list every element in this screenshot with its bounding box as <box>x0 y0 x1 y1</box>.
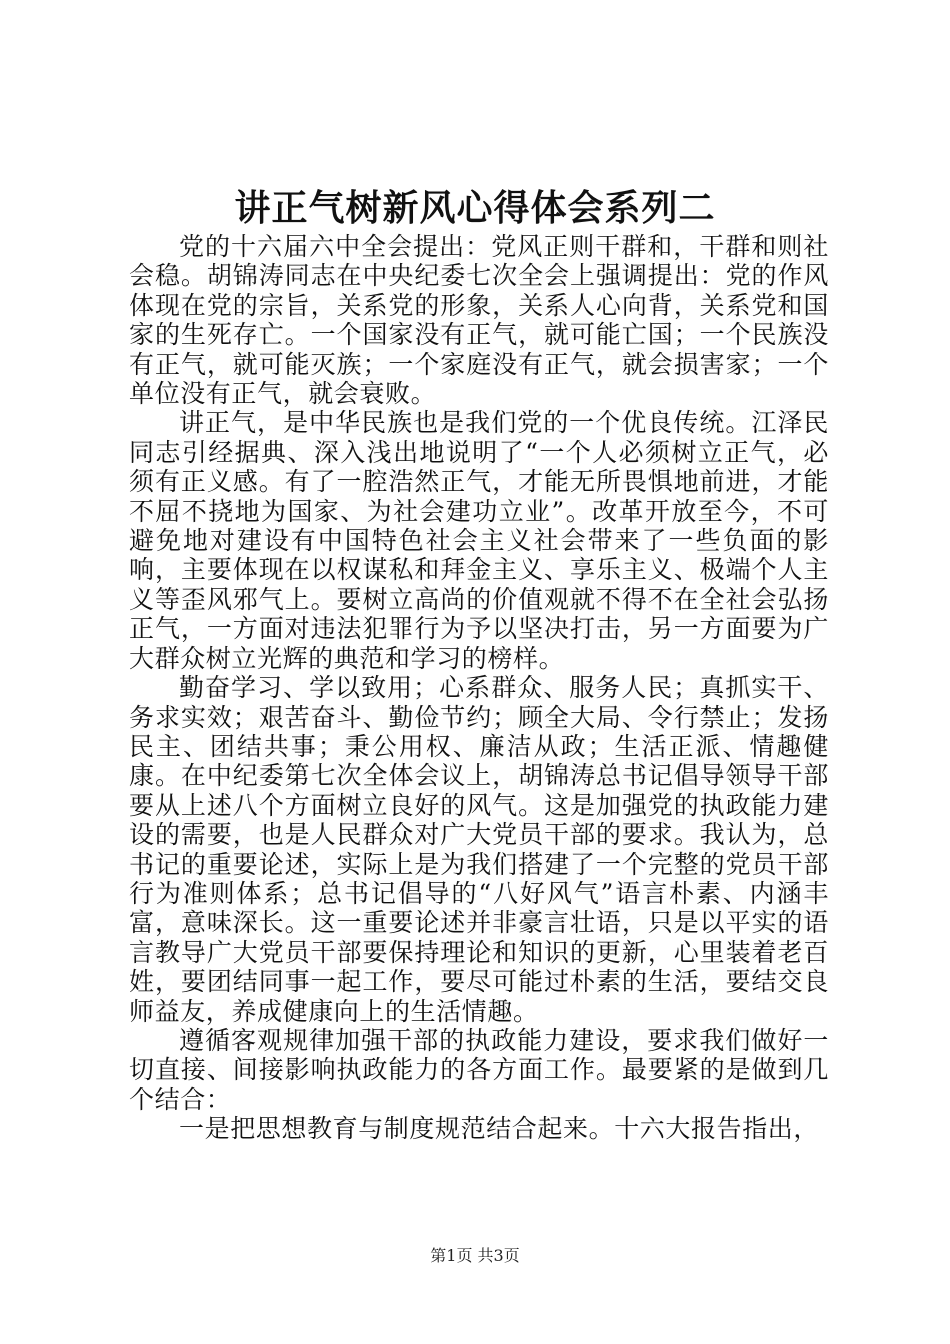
document-title: 讲正气树新风心得体会系列二 <box>234 187 716 229</box>
paragraph-2: 讲正气，是中华民族也是我们党的一个优良传统。江泽民同志引经据典、深入浅出地说明了“一个人必须树立正气，必须有正义感。有了一腔浩然正气，才能无所畏惧地前进，才能不屈不挠地为国家、为社会建功立业”。改革开放至今，不可避免地对建设有中国特色社会主义社会带来了一些负面的影响，主要体现在以权谋私和拜金主义、享乐主义、极端个人主义等歪风邪气上。要树立高尚的价值观就不得不在全社会弘扬正气，一方面对违法犯罪行为予以坚决打击，另一方面要为广大群众树立光辉的典范和学习的榜样。 <box>129 408 829 673</box>
document-body <box>129 232 829 1144</box>
paragraph-3: 勤奋学习、学以致用；心系群众、服务人民；真抓实干、务求实效；艰苦奋斗、勤俭节约；顾全大局、令行禁止；发扬民主、团结共事；秉公用权、廉洁从政；生活正派、情趣健康。在中纪委第七次全体会议上，胡锦涛总书记倡导领导干部要从上述八个方面树立良好的风气。这是加强党的执政能力建设的需要，也是人民群众对广大党员干部的要求。我认为，总书记的重要论述，实际上是为我们搭建了一个完整的党员干部行为准则体系；总书记倡导的“八好风气”语言朴素、内涵丰富，意味深长。这一重要论述并非豪言壮语，只是以平实的语言教导广大党员干部要保持理论和知识的更新，心里装着老百姓，要团结同事一起工作，要尽可能过朴素的生活，要结交良师益友，养成健康向上的生活情趣。 <box>129 673 829 1026</box>
paragraph-1: 党的十六届六中全会提出：党风正则干群和，干群和则社会稳。胡锦涛同志在中央纪委七次全会上强调提出：党的作风体现在党的宗旨，关系党的形象，关系人心向背，关系党和国家的生死存亡。一个国家没有正气，就可能亡国；一个民族没有正气，就可能灭族；一个家庭没有正气，就会损害家；一个单位没有正气，就会衰败。 <box>129 232 829 409</box>
paragraph-4: 遵循客观规律加强干部的执政能力建设，要求我们做好一切直接、间接影响执政能力的各方面工作。最要紧的是做到几个结合： <box>129 1025 829 1114</box>
paragraph-5: 一是把思想教育与制度规范结合起来。十六大报告指出， <box>179 1114 820 1144</box>
page-footer: 第1页 共3页 <box>430 1246 520 1265</box>
